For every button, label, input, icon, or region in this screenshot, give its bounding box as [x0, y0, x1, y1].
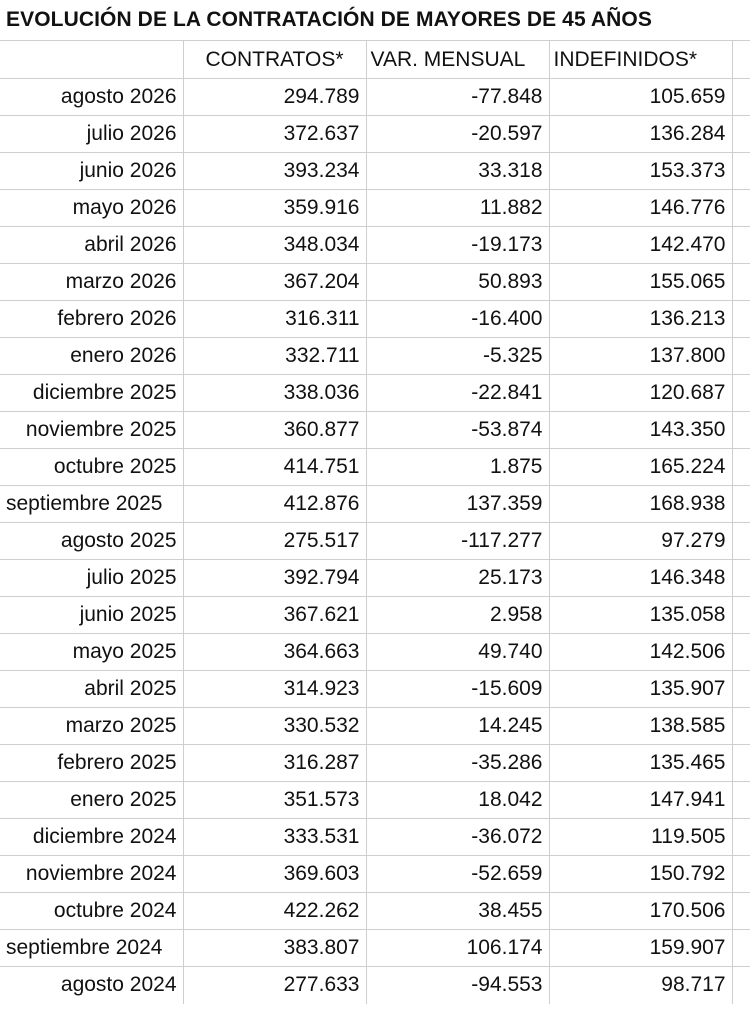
cell-extra[interactable]: [732, 486, 750, 523]
cell-var-mensual[interactable]: -35.286: [366, 745, 549, 782]
cell-var-mensual[interactable]: -53.874: [366, 412, 549, 449]
table-row: [0, 930, 750, 967]
cell-indefinidos[interactable]: 136.284: [549, 116, 732, 153]
header-month[interactable]: [0, 41, 183, 79]
cell-extra[interactable]: [732, 708, 750, 745]
cell-var-mensual[interactable]: -52.659: [366, 856, 549, 893]
cell-indefinidos[interactable]: 105.659: [549, 79, 732, 116]
cell-extra[interactable]: [732, 449, 750, 486]
cell-contratos[interactable]: 348.034: [183, 227, 366, 264]
cell-var-mensual[interactable]: 49.740: [366, 634, 549, 671]
cell-mes[interactable]: abril 2026: [0, 227, 183, 264]
cell-contratos[interactable]: 369.603: [183, 856, 366, 893]
cell-mes[interactable]: abril 2025: [0, 671, 183, 708]
table-row: [0, 819, 750, 856]
table-row: [0, 634, 750, 671]
cell-contratos[interactable]: 422.262: [183, 893, 366, 930]
cell-indefinidos[interactable]: 143.350: [549, 412, 732, 449]
cell-contratos[interactable]: 372.637: [183, 116, 366, 153]
cell-mes[interactable]: agosto 2026: [0, 79, 183, 116]
cell-indefinidos[interactable]: 147.941: [549, 782, 732, 819]
cell-var-mensual[interactable]: 18.042: [366, 782, 549, 819]
cell-var-mensual[interactable]: -77.848: [366, 79, 549, 116]
cell-contratos[interactable]: 332.711: [183, 338, 366, 375]
cell-indefinidos[interactable]: 142.506: [549, 634, 732, 671]
cell-indefinidos[interactable]: 97.279: [549, 523, 732, 560]
header-extra-cell[interactable]: [732, 41, 750, 79]
cell-indefinidos[interactable]: 138.585: [549, 708, 732, 745]
cell-var-mensual[interactable]: -36.072: [366, 819, 549, 856]
cell-mes[interactable]: septiembre 2024: [0, 930, 183, 967]
table-row: [0, 412, 750, 449]
cell-var-mensual[interactable]: 33.318: [366, 153, 549, 190]
cell-extra[interactable]: [732, 782, 750, 819]
cell-extra[interactable]: [732, 671, 750, 708]
cell-var-mensual[interactable]: -19.173: [366, 227, 549, 264]
cell-indefinidos[interactable]: 135.058: [549, 597, 732, 634]
cell-contratos[interactable]: 316.311: [183, 301, 366, 338]
cell-mes[interactable]: diciembre 2025: [0, 375, 183, 412]
data-table: [0, 40, 750, 1004]
cell-contratos[interactable]: 412.876: [183, 486, 366, 523]
cell-mes[interactable]: agosto 2025: [0, 523, 183, 560]
cell-mes[interactable]: julio 2025: [0, 560, 183, 597]
table-row: [0, 153, 750, 190]
cell-var-mensual[interactable]: -20.597: [366, 116, 549, 153]
sheet-title: EVOLUCIÓN DE LA CONTRATACIÓN DE MAYORES DE 45 AÑOS: [6, 8, 652, 31]
table-row: [0, 227, 750, 264]
cell-var-mensual[interactable]: 38.455: [366, 893, 549, 930]
cell-extra[interactable]: [732, 930, 750, 967]
cell-extra[interactable]: [732, 375, 750, 412]
cell-var-mensual[interactable]: -117.277: [366, 523, 549, 560]
cell-mes[interactable]: octubre 2025: [0, 449, 183, 486]
table-row: [0, 856, 750, 893]
table-row: [0, 190, 750, 227]
cell-var-mensual[interactable]: -5.325: [366, 338, 549, 375]
cell-extra[interactable]: [732, 523, 750, 560]
cell-contratos[interactable]: 294.789: [183, 79, 366, 116]
cell-contratos[interactable]: 392.794: [183, 560, 366, 597]
cell-var-mensual[interactable]: 2.958: [366, 597, 549, 634]
table-row: [0, 449, 750, 486]
cell-indefinidos[interactable]: 150.792: [549, 856, 732, 893]
cell-extra[interactable]: [732, 634, 750, 671]
cell-contratos[interactable]: 360.877: [183, 412, 366, 449]
cell-extra[interactable]: [732, 190, 750, 227]
cell-var-mensual[interactable]: 1.875: [366, 449, 549, 486]
header-contratos[interactable]: CONTRATOS*: [183, 41, 366, 79]
cell-extra[interactable]: [732, 597, 750, 634]
cell-mes[interactable]: junio 2026: [0, 153, 183, 190]
cell-extra[interactable]: [732, 79, 750, 116]
cell-mes[interactable]: enero 2026: [0, 338, 183, 375]
cell-mes[interactable]: enero 2025: [0, 782, 183, 819]
cell-contratos[interactable]: 359.916: [183, 190, 366, 227]
cell-indefinidos[interactable]: 168.938: [549, 486, 732, 523]
table-row: [0, 893, 750, 930]
cell-var-mensual[interactable]: -22.841: [366, 375, 549, 412]
table-row: [0, 560, 750, 597]
cell-mes[interactable]: mayo 2026: [0, 190, 183, 227]
cell-indefinidos[interactable]: 155.065: [549, 264, 732, 301]
cell-indefinidos[interactable]: 153.373: [549, 153, 732, 190]
cell-contratos[interactable]: 364.663: [183, 634, 366, 671]
cell-mes[interactable]: septiembre 2025: [0, 486, 183, 523]
cell-extra[interactable]: [732, 819, 750, 856]
cell-indefinidos[interactable]: 98.717: [549, 967, 732, 1004]
table-row: [0, 375, 750, 412]
cell-contratos[interactable]: 277.633: [183, 967, 366, 1004]
cell-var-mensual[interactable]: 50.893: [366, 264, 549, 301]
cell-indefinidos[interactable]: 135.465: [549, 745, 732, 782]
cell-contratos[interactable]: 351.573: [183, 782, 366, 819]
cell-indefinidos[interactable]: 170.506: [549, 893, 732, 930]
cell-contratos[interactable]: 333.531: [183, 819, 366, 856]
table-row: [0, 523, 750, 560]
table-row: [0, 782, 750, 819]
table-row: [0, 745, 750, 782]
cell-mes[interactable]: febrero 2025: [0, 745, 183, 782]
cell-mes[interactable]: junio 2025: [0, 597, 183, 634]
cell-indefinidos[interactable]: 136.213: [549, 301, 732, 338]
cell-contratos[interactable]: 275.517: [183, 523, 366, 560]
cell-mes[interactable]: noviembre 2025: [0, 412, 183, 449]
header-row: [0, 41, 750, 79]
cell-extra[interactable]: [732, 264, 750, 301]
header-var-mensual[interactable]: VAR. MENSUAL: [366, 41, 549, 79]
cell-indefinidos[interactable]: 146.776: [549, 190, 732, 227]
cell-contratos[interactable]: 367.204: [183, 264, 366, 301]
cell-mes[interactable]: julio 2026: [0, 116, 183, 153]
cell-indefinidos[interactable]: 119.505: [549, 819, 732, 856]
table-row: [0, 486, 750, 523]
cell-extra[interactable]: [732, 338, 750, 375]
table-row: [0, 338, 750, 375]
cell-contratos[interactable]: 367.621: [183, 597, 366, 634]
cell-indefinidos[interactable]: 135.907: [549, 671, 732, 708]
table-row: [0, 671, 750, 708]
cell-indefinidos[interactable]: 146.348: [549, 560, 732, 597]
table-row: [0, 597, 750, 634]
cell-var-mensual[interactable]: 25.173: [366, 560, 549, 597]
table-row: [0, 264, 750, 301]
header-indefinidos[interactable]: INDEFINIDOS*: [549, 41, 732, 79]
cell-contratos[interactable]: 314.923: [183, 671, 366, 708]
cell-mes[interactable]: agosto 2024: [0, 967, 183, 1004]
cell-contratos[interactable]: 414.751: [183, 449, 366, 486]
cell-extra[interactable]: [732, 745, 750, 782]
cell-extra[interactable]: [732, 967, 750, 1004]
cell-contratos[interactable]: 393.234: [183, 153, 366, 190]
cell-extra[interactable]: [732, 893, 750, 930]
cell-mes[interactable]: febrero 2026: [0, 301, 183, 338]
table-row: [0, 79, 750, 116]
cell-mes[interactable]: diciembre 2024: [0, 819, 183, 856]
table-row: [0, 708, 750, 745]
cell-contratos[interactable]: 383.807: [183, 930, 366, 967]
table-row: [0, 116, 750, 153]
cell-mes[interactable]: mayo 2025: [0, 634, 183, 671]
table-row: [0, 301, 750, 338]
cell-var-mensual[interactable]: -94.553: [366, 967, 549, 1004]
cell-indefinidos[interactable]: 165.224: [549, 449, 732, 486]
cell-contratos[interactable]: 338.036: [183, 375, 366, 412]
cell-mes[interactable]: noviembre 2024: [0, 856, 183, 893]
cell-indefinidos[interactable]: 142.470: [549, 227, 732, 264]
cell-extra[interactable]: [732, 412, 750, 449]
cell-var-mensual[interactable]: 106.174: [366, 930, 549, 967]
cell-var-mensual[interactable]: 11.882: [366, 190, 549, 227]
cell-extra[interactable]: [732, 153, 750, 190]
cell-mes[interactable]: marzo 2025: [0, 708, 183, 745]
table-row: [0, 967, 750, 1004]
cell-indefinidos[interactable]: 159.907: [549, 930, 732, 967]
cell-var-mensual[interactable]: -15.609: [366, 671, 549, 708]
cell-extra[interactable]: [732, 227, 750, 264]
cell-extra[interactable]: [732, 301, 750, 338]
cell-mes[interactable]: marzo 2026: [0, 264, 183, 301]
cell-indefinidos[interactable]: 120.687: [549, 375, 732, 412]
cell-extra[interactable]: [732, 856, 750, 893]
cell-var-mensual[interactable]: 137.359: [366, 486, 549, 523]
cell-extra[interactable]: [732, 560, 750, 597]
cell-var-mensual[interactable]: 14.245: [366, 708, 549, 745]
cell-contratos[interactable]: 330.532: [183, 708, 366, 745]
cell-extra[interactable]: [732, 116, 750, 153]
cell-mes[interactable]: octubre 2024: [0, 893, 183, 930]
cell-indefinidos[interactable]: 137.800: [549, 338, 732, 375]
cell-var-mensual[interactable]: -16.400: [366, 301, 549, 338]
cell-contratos[interactable]: 316.287: [183, 745, 366, 782]
